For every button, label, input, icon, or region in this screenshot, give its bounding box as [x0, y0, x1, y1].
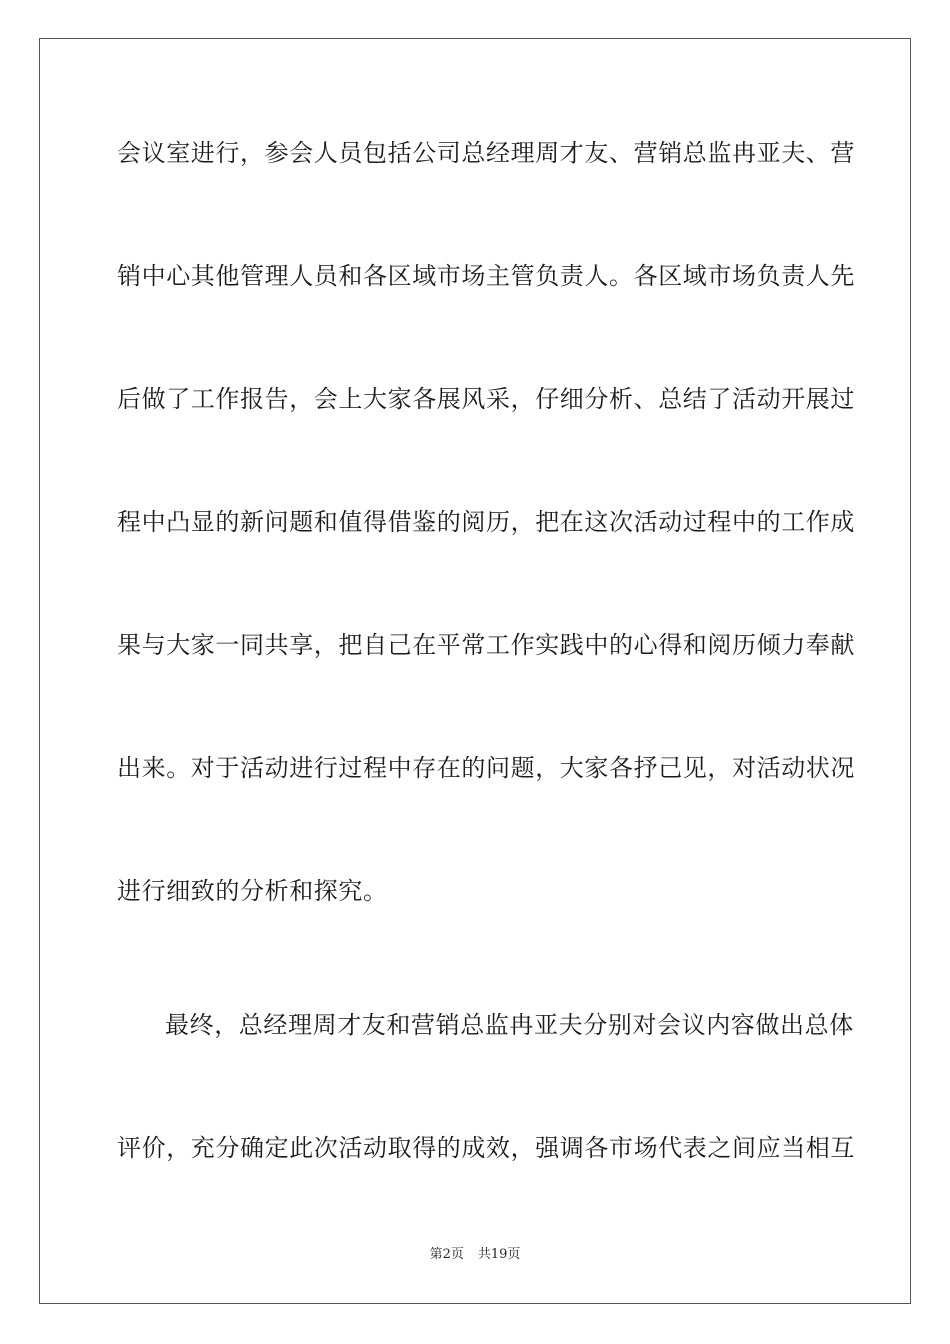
body-text-line: 评价，充分确定此次活动取得的成效，强调各市场代表之间应当相互	[117, 1134, 855, 1162]
body-text-line: 会议室进行，参会人员包括公司总经理周才友、营销总监冉亚夫、营	[117, 139, 855, 167]
page-footer	[0, 1246, 950, 1264]
page-number: 第2页	[429, 1247, 464, 1262]
body-text-line: 程中凸显的新问题和值得借鉴的阅历，把在这次活动过程中的工作成	[117, 508, 855, 536]
body-text-line: 出来。对于活动进行过程中存在的问题，大家各抒己见，对活动状况	[117, 754, 855, 782]
paragraph-first-line: 最终，总经理周才友和营销总监冉亚夫分别对会议内容做出总体	[165, 1011, 854, 1039]
page-border	[39, 38, 911, 1304]
body-text-line: 果与大家一同共享，把自己在平常工作实践中的心得和阅历倾力奉献	[117, 631, 855, 659]
total-pages: 共19页	[477, 1247, 521, 1262]
body-text-line: 销中心其他管理人员和各区域市场主管负责人。各区域市场负责人先	[117, 262, 855, 290]
body-text-line: 进行细致的分析和探究。	[117, 877, 388, 905]
body-text-line: 后做了工作报告，会上大家各展风采，仔细分析、总结了活动开展过	[117, 385, 855, 413]
